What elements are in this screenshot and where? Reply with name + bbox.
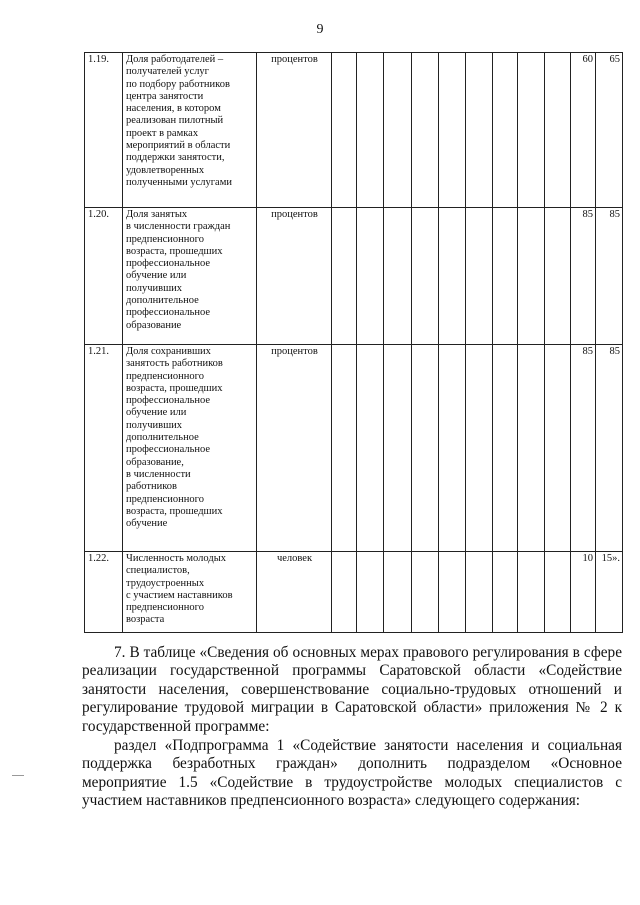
- empty-value-cell: [466, 345, 493, 552]
- row-number: 1.21.: [85, 345, 123, 552]
- unit-of-measure: человек: [257, 552, 332, 633]
- indicator-name: [123, 552, 257, 633]
- table-row: [85, 208, 623, 345]
- empty-value-cell: [466, 208, 493, 345]
- unit-of-measure: процентов: [257, 53, 332, 208]
- empty-value-cell: [412, 345, 439, 552]
- value-cell-year-1: 85: [571, 208, 596, 345]
- empty-value-cell: [357, 53, 384, 208]
- indicator-name-line: обучение или: [126, 407, 187, 419]
- indicator-name-line: профессиональное: [126, 258, 211, 270]
- indicator-name-line: Доля работодателей –: [126, 54, 224, 65]
- indicator-name-line: занятость работников: [126, 358, 223, 370]
- indicator-name-line: в численности граждан: [126, 221, 231, 233]
- empty-value-cell: [466, 53, 493, 208]
- indicator-name-line: получивших: [126, 419, 183, 431]
- table-body: [85, 53, 623, 633]
- empty-value-cell: [357, 345, 384, 552]
- empty-value-cell: [439, 345, 466, 552]
- empty-value-cell: [357, 208, 384, 345]
- indicator-name-line: возраста, прошедших: [126, 245, 223, 257]
- indicator-name-line: Численность молодых: [126, 553, 227, 564]
- indicator-name-line: специалистов,: [126, 565, 190, 577]
- indicators-table: [84, 52, 623, 633]
- body-text: [82, 644, 622, 811]
- value-cell-year-1: 60: [571, 53, 596, 208]
- indicator-name-line: реализован пилотный: [126, 115, 224, 127]
- empty-value-cell: [439, 208, 466, 345]
- indicator-name-line: удовлетворенных: [126, 164, 205, 176]
- indicator-name-line: образование: [126, 319, 182, 331]
- empty-value-cell: [493, 208, 518, 345]
- row-number: 1.19.: [85, 53, 123, 208]
- value-cell-year-2: 85: [596, 208, 623, 345]
- empty-value-cell: [384, 345, 412, 552]
- indicator-name-line: возраста: [126, 614, 165, 626]
- empty-value-cell: [518, 345, 545, 552]
- empty-value-cell: [545, 345, 571, 552]
- empty-value-cell: [357, 552, 384, 633]
- paragraph-7: 7. В таблице «Сведения об основных мерах правового регулирования в сфере реализации государственной программы Саратовской области «Содействие занятости населения, совершенствование социально-трудовых отношений и регулирование трудовой миграции в Саратовской области» приложения № 2 к государственной программе:: [82, 644, 622, 735]
- unit-of-measure: процентов: [257, 345, 332, 552]
- empty-value-cell: [412, 552, 439, 633]
- empty-value-cell: [545, 552, 571, 633]
- indicator-name-line: центра занятости: [126, 90, 204, 102]
- value-cell-year-1: 10: [571, 552, 596, 633]
- empty-value-cell: [493, 345, 518, 552]
- indicator-name-line: с участием наставников: [126, 589, 233, 601]
- empty-value-cell: [518, 552, 545, 633]
- value-cell-year-2: 85: [596, 345, 623, 552]
- value-cell-year-2: 15».: [596, 552, 623, 633]
- value-cell-year-1: 85: [571, 345, 596, 552]
- indicator-name-line: полученными услугами: [126, 176, 232, 188]
- indicator-name-line: получивших: [126, 282, 183, 294]
- table-row: [85, 53, 623, 208]
- indicator-name-line: возраста, прошедших: [126, 382, 223, 394]
- value-cell-year-2: 65: [596, 53, 623, 208]
- indicator-name-line: профессиональное: [126, 395, 211, 407]
- indicator-name-line: поддержки занятости,: [126, 152, 225, 164]
- empty-value-cell: [518, 53, 545, 208]
- empty-value-cell: [493, 53, 518, 208]
- empty-value-cell: [332, 53, 357, 208]
- indicator-name-line: работников: [126, 481, 177, 493]
- empty-value-cell: [439, 53, 466, 208]
- indicator-name-line: Доля занятых: [126, 209, 188, 220]
- indicator-name-line: образование,: [126, 456, 184, 468]
- indicator-name-line: трудоустроенных: [126, 577, 205, 589]
- empty-value-cell: [439, 552, 466, 633]
- empty-value-cell: [384, 552, 412, 633]
- indicator-name: [123, 53, 257, 208]
- table-row: [85, 552, 623, 633]
- empty-value-cell: [493, 552, 518, 633]
- margin-mark: [12, 775, 24, 776]
- empty-value-cell: [466, 552, 493, 633]
- empty-value-cell: [332, 208, 357, 345]
- empty-value-cell: [545, 53, 571, 208]
- indicator-name-line: обучение: [126, 518, 168, 530]
- indicator-name-line: мероприятий в области: [126, 140, 231, 152]
- unit-of-measure: процентов: [257, 208, 332, 345]
- indicator-name-line: населения, в котором: [126, 103, 221, 115]
- indicator-name-line: профессиональное: [126, 444, 211, 456]
- indicator-name-line: в численности: [126, 468, 191, 480]
- table-row: [85, 345, 623, 552]
- indicator-name: [123, 345, 257, 552]
- row-number: 1.22.: [85, 552, 123, 633]
- indicator-name-line: дополнительное: [126, 295, 199, 307]
- paragraph-section: раздел «Подпрограмма 1 «Содействие занятости населения и социальная поддержка безработных граждан» дополнить подразделом «Основное мероприятие 1.5 «Содействие в трудоустройстве молодых специалистов с участием наставников предпенсионного возраста» следующего содержания:: [82, 737, 622, 810]
- empty-value-cell: [412, 208, 439, 345]
- indicator-name-line: проект в рамках: [126, 127, 199, 139]
- indicator-name-line: получателей услуг: [126, 66, 209, 78]
- indicator-name-line: возраста, прошедших: [126, 505, 223, 517]
- indicator-name-line: Доля сохранивших: [126, 346, 211, 357]
- indicator-name-line: предпенсионного: [126, 493, 204, 505]
- indicator-name-line: предпенсионного: [126, 370, 204, 382]
- empty-value-cell: [332, 552, 357, 633]
- indicator-name-line: обучение или: [126, 270, 187, 282]
- row-number: 1.20.: [85, 208, 123, 345]
- empty-value-cell: [384, 208, 412, 345]
- empty-value-cell: [545, 208, 571, 345]
- empty-value-cell: [412, 53, 439, 208]
- empty-value-cell: [332, 345, 357, 552]
- indicator-name-line: дополнительное: [126, 432, 199, 444]
- indicator-name-line: по подбору работников: [126, 78, 230, 90]
- indicator-name-line: предпенсионного: [126, 602, 204, 614]
- indicator-name-line: профессиональное: [126, 307, 211, 319]
- indicator-name: [123, 208, 257, 345]
- page-number: 9: [316, 22, 324, 37]
- indicator-name-line: предпенсионного: [126, 233, 204, 245]
- empty-value-cell: [518, 208, 545, 345]
- empty-value-cell: [384, 53, 412, 208]
